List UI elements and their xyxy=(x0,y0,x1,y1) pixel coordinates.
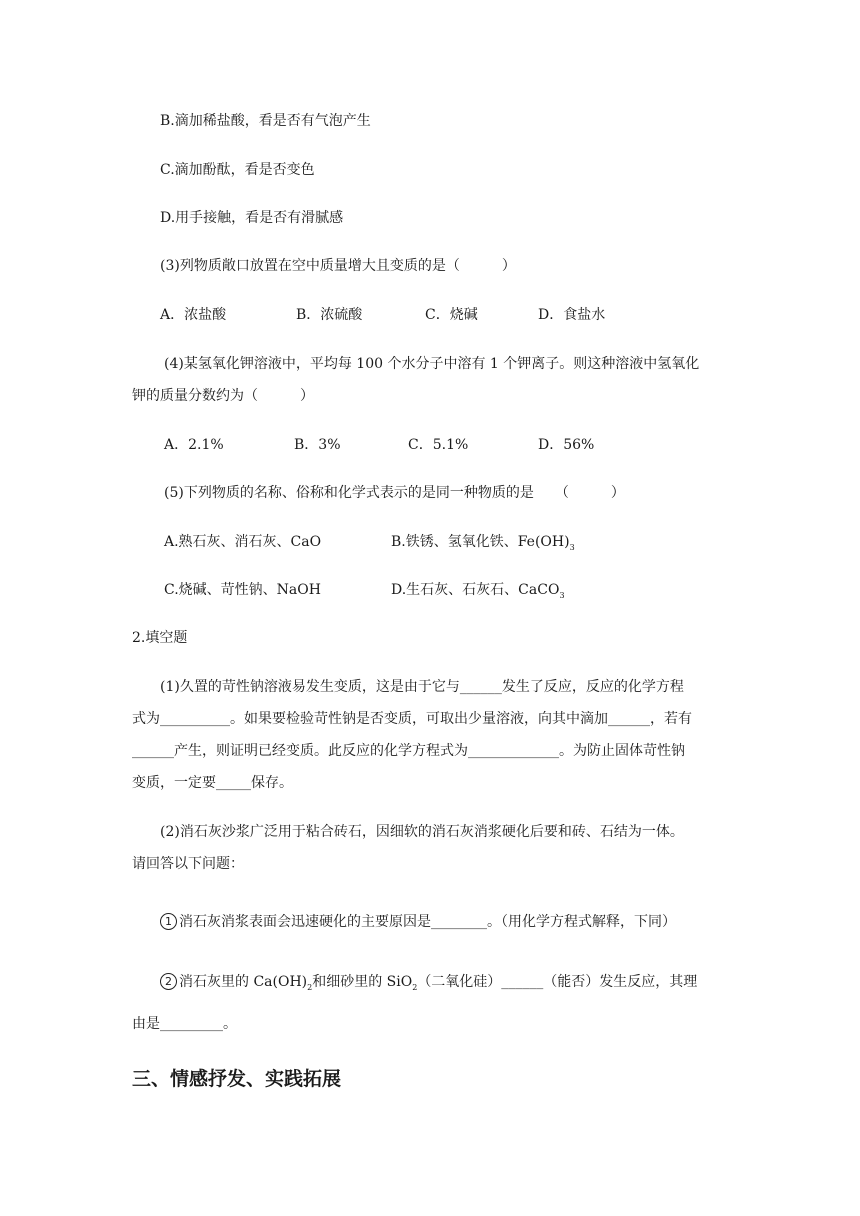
q3-option-b: B．浓硫酸 xyxy=(296,307,363,323)
q3-option-d: D．食盐水 xyxy=(538,307,606,323)
circled-number-2: 2 xyxy=(160,973,177,990)
fill-2-line1: (2)消石灰沙浆广泛用于粘合砖石，因细软的消石灰消浆硬化后要和砖、石结为一体。 xyxy=(160,824,684,840)
section-3-heading: 三、情感抒发、实践拓展 xyxy=(132,1068,342,1090)
option-c: C.滴加酚酞，看是否变色 xyxy=(160,162,315,178)
q5-option-b: B.铁锈、氢氧化铁、$Fe(OH)_3$ xyxy=(391,534,575,552)
q5-option-c: C.烧碱、苛性钠、NaOH xyxy=(164,582,321,598)
q5-option-d: D.生石灰、石灰石、CaCO$_3$ xyxy=(391,582,565,600)
question-3-stem: (3)列物质敞口放置在空中质量增大且变质的是（ ） xyxy=(160,258,516,274)
q4-option-a: A．2.1% xyxy=(164,437,224,453)
q4-option-b: B．3% xyxy=(294,437,341,453)
q4-option-c: C．5.1% xyxy=(408,437,469,453)
option-b: B.滴加稀盐酸，看是否有气泡产生 xyxy=(160,113,371,129)
fill-2-sub1: 1 消石灰消浆表面会迅速硬化的主要原因是________。（用化学方程式解释，下同） xyxy=(160,912,676,932)
option-d: D.用手接触，看是否有滑腻感 xyxy=(160,210,344,226)
fill-1-line3: ______产生，则证明已经变质。此反应的化学方程式为_____________。为防止固体苛性钠 xyxy=(132,743,685,759)
fill-2-line2: 请回答以下问题： xyxy=(132,856,244,872)
section-fill-title: 2.填空题 xyxy=(132,630,188,646)
question-4-stem-line2: 钾的质量分数约为（ ） xyxy=(132,388,314,404)
fill-1-line4: 变质，一定要_____保存。 xyxy=(132,775,293,791)
fill-2-sub2: 2 消石灰里的 $Ca(OH)_2$和细砂里的 SiO$_2$（二氧化硅）______（能否）发生反应，其理 xyxy=(160,972,697,998)
q5-option-a: A.熟石灰、消石灰、CaO xyxy=(164,534,322,550)
q4-option-d: D．56% xyxy=(538,437,595,453)
circled-number-1: 1 xyxy=(160,913,177,930)
q3-option-c: C．烧碱 xyxy=(425,307,478,323)
question-5-stem: (5)下列物质的名称、俗称和化学式表示的是同一种物质的是 （ ） xyxy=(164,485,625,501)
question-4-stem-line1: (4)某氢氧化钾溶液中，平均每 100 个水分子中溶有 1 个钾离子。则这种溶液中氢氧化 xyxy=(164,356,700,372)
q3-option-a: A．浓盐酸 xyxy=(160,307,227,323)
fill-1-line1: (1)久置的苛性钠溶液易发生变质，这是由于它与______发生了反应，反应的化学方程 xyxy=(160,679,684,695)
fill-1-line2: 式为__________。如果要检验苛性钠是否变质，可取出少量溶液，向其中滴加______，若有 xyxy=(132,711,692,727)
fill-2-sub2-line2: 由是_________。 xyxy=(132,1016,237,1032)
